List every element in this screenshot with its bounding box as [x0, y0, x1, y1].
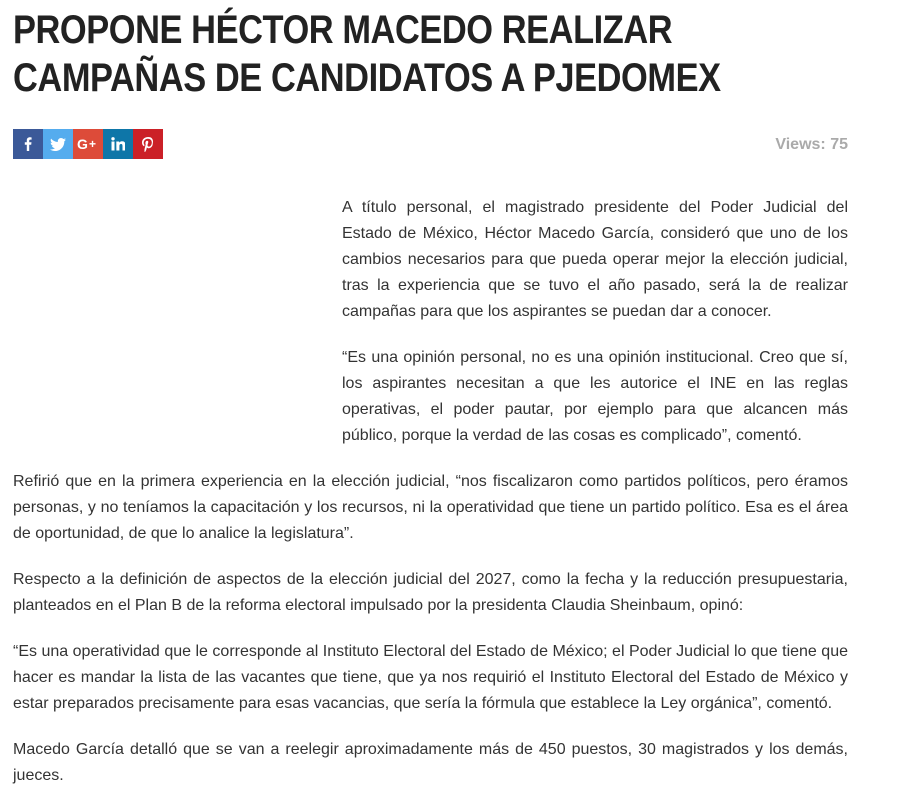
- linkedin-icon: [111, 137, 125, 151]
- article-title: [13, 6, 753, 102]
- views-counter: [775, 136, 848, 154]
- share-twitter-button[interactable]: [43, 129, 73, 159]
- svg-text:+: +: [89, 137, 97, 151]
- share-bar: [13, 129, 163, 159]
- article-paragraph: “Es una operatividad que le corresponde al Instituto Electoral del Estado de México; el Poder Judicial lo que tiene que hacer es mandar la lista de las vacantes que tiene, que ya nos requirió el Instituto Electoral del Estado de México y estar preparados precisamente para esas vacancias, que sería la fórmula que establece la Ley orgánica”, comentó.: [13, 643, 848, 712]
- article-paragraph: A título personal, el magistrado presidente del Poder Judicial del Estado de México, Héctor Macedo García, consideró que uno de los cambios necesarios para que pueda operar mejor la elección judicial, tras la experiencia que se tuvo el año pasado, será la de realizar campañas para que los aspirantes se puedan dar a conocer.: [342, 199, 848, 320]
- share-pinterest-button[interactable]: [133, 129, 163, 159]
- views-label: Views:: [775, 136, 826, 153]
- article-title-line2: CAMPAÑAS DE CANDIDATOS A PJEDOMEX: [13, 56, 721, 100]
- pinterest-icon: [142, 137, 154, 152]
- article-paragraph: “Es una opinión personal, no es una opinión institucional. Creo que sí, los aspirantes necesitan a que les autorice el INE en las reglas operativas, el poder pautar, por ejemplo para que alcancen más público, porque la verdad de las cosas es complicado”, comentó.: [342, 349, 848, 444]
- facebook-icon: [21, 137, 35, 151]
- svg-text:G: G: [77, 137, 88, 151]
- twitter-icon: [50, 138, 66, 151]
- views-count: 75: [830, 136, 848, 153]
- article-body: [13, 195, 848, 809]
- article-paragraph: Refirió que en la primera experiencia en la elección judicial, “nos fiscalizaron como partidos políticos, pero éramos personas, y no teníamos la capacitación y los recursos, ni la operatividad que tiene un partido político. Esa es el área de oportunidad, de que lo analice la legislatura”.: [13, 473, 848, 542]
- article-paragraph: Macedo García detalló que se van a reelegir aproximadamente más de 450 puestos, 30 magistrados y los demás, jueces.: [13, 741, 848, 784]
- share-google-plus-button[interactable]: [73, 129, 103, 159]
- article-paragraph: Respecto a la definición de aspectos de la elección judicial del 2027, como la fecha y la reducción presupuestaria, planteados en el Plan B de la reforma electoral impulsado por la presidenta Claudia Sheinbaum, opinó:: [13, 571, 848, 614]
- article-title-line1: PROPONE HÉCTOR MACEDO REALIZAR: [13, 8, 673, 52]
- google-plus-icon: [77, 137, 99, 151]
- share-linkedin-button[interactable]: [103, 129, 133, 159]
- share-facebook-button[interactable]: [13, 129, 43, 159]
